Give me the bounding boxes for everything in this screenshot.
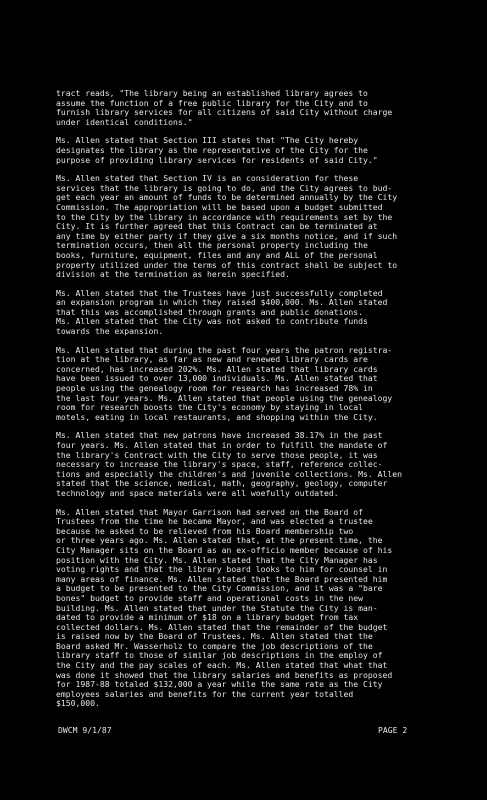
document-body (56, 89, 434, 718)
footer-date: DWCM 9/1/87 (58, 725, 112, 735)
paragraph-contract-section-ii: tract reads, "The library being an established library agrees to assume the function of a free public library for the City and to furnish library services for all citizens of said City without charge under identical conditions." (56, 88, 393, 127)
paragraph-patron-registration: Ms. Allen stated that during the past four years the patron registra- tion at the library, as far as new and renewed library cards are concerned, has increased 202%. Ms. Allen stated that library cards have been issued to over 13,000 individuals. Ms. Allen stated that people using the genealogy room for research has increased 78% in the last four years. Ms. Allen stated that people using the genealogy room for research boosts the City's economy by staying in local motels, eating in local restaurants, and shopping within the City. (56, 344, 393, 422)
paragraph-board-of-trustees: Ms. Allen stated that Mayor Garrison had served on the Board of Trustees from the time he became Mayor, and was elected a trustee because he asked to be relieved from his Board membership two or three years ago. Ms. Allen stated that, at the present time, the City Manager sits on the Board as an ex-officio member because of his position with the City. Ms. Allen stated that the City Manager has voting rights and that the library board looks to him for counsel in many areas of finance. Ms. Allen stated that the Board presented him a budget to be presented to the City Commission, and it was a "bare bones" budget to provide staff and operational costs in the new building. Ms. Allen stated that under the Statute the City is man- dated to provide a minimum of $18 on a library budget from tax collected dollars. Ms. Allen stated that the remainder of the budget is raised now by the Board of Trustees. Ms. Allen stated that the Board asked Mr. Wasserholz to compare the job descriptions of the library staff to those of similar job descriptions in the employ of the City and the pay scales of each. Ms. Allen stated that what that was done it showed that the library salaries and benefits as proposed for 1987-88 totaled $132,000 a year while the same rate as the City employees salaries and benefits for the current year totalled $150,000. (56, 506, 393, 709)
paragraph-section-iii: Ms. Allen stated that Section III states that "The City hereby designates the library as the representative of the City for the purpose of providing library services for residents of said City." (56, 135, 378, 165)
page-number: PAGE 2 (378, 725, 408, 735)
paragraph-section-iv: Ms. Allen stated that Section IV is an consideration for these services that the library is going to do, and the City agrees to bud- get each year an amount of funds to be determined annually by the City Commission. The appropriation will be based upon a budget submitted to the City by the library in accordance with requirements set by the City. It is further agreed that this Contract can be terminated at any time by either party if they give a six months notice, and if such termination occurs, then all the personal property including the books, furniture, equipment, files and any and ALL of the personal property utilized under the terms of this contract shall be subject to division at the termination as herein specified. (56, 173, 398, 280)
paragraph-expansion-program: Ms. Allen stated that the Trustees have just successfully completed an expansion program in which they raised $400,000. Ms. Allen stated that this was accomplished through grants and public donations. Ms. Allen stated that the City was not asked to contribute funds towards the expansion. (56, 287, 388, 337)
paragraph-new-patrons: Ms. Allen stated that new patrons have increased 38.17% in the past four years. Ms. Allen stated that in order to fulfill the mandate of the library's Contract with the City to serve those people, it was necessary to increase the library's space, staff, reference collec- tions and especially the children's and juvenile collections. Ms. Allen stated that the science, medical, math, geography, geology, computer technology and space materials were all woefully outdated. (56, 430, 402, 498)
